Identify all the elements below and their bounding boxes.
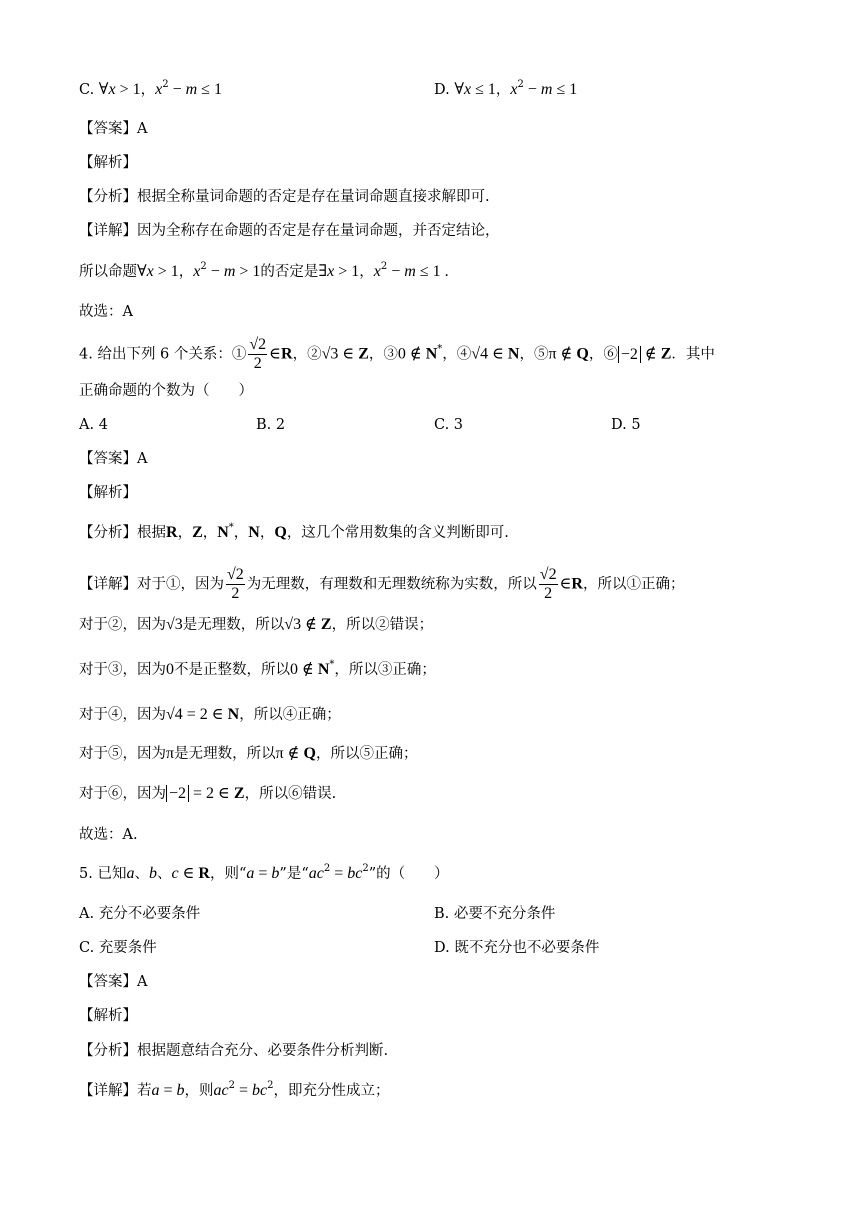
- q3-choice: 故选：A: [79, 304, 133, 320]
- q4-option-c: C. 3: [434, 417, 464, 433]
- q5-answer: 【答案】A: [79, 974, 148, 990]
- q3-conclusion: 所以命题∀x > 1，$x^2 - m > 1$的否定是∃x > 1，$x^2 - m \le 1$ .: [79, 261, 449, 280]
- q4-detail-1: 【详解】对于①，因为 $\frac{√2}{2}$ 为无理数，有理数和无理数统称为实数，所以 $\frac{√2}{2}$ ∈R，所以①正确；: [79, 566, 685, 602]
- q4-stem-line2: 正确命题的个数为（ ）: [79, 383, 253, 399]
- q4-detail-6: 对于⑥，因为 −2 = 2 ∈ Z，所以⑥错误.: [79, 785, 337, 802]
- q5-option-d: D. 既不充分也不必要条件: [434, 940, 600, 956]
- q3-analysis-header: 【解析】: [79, 155, 137, 171]
- q5-xiangjie: 【详解】若a = b，则$ac^2 = bc^2$，即充分性成立；: [79, 1080, 390, 1099]
- q3-answer: 【答案】A: [79, 121, 148, 137]
- q4-detail-5: 对于⑤，因为π是无理数，所以π ∉ Q，所以⑤正确；: [79, 745, 418, 762]
- q3-option-d: D. ∀x ≤ 1，$x^2 - m \le 1$: [434, 79, 578, 98]
- q3-xiangjie: 【详解】因为全称存在命题的否定是存在量词命题，并否定结论，: [79, 223, 500, 239]
- q4-stem: 4. 给出下列 6 个关系：① $\frac{√2}{2}$ ∈R，②√3 ∈ Z，③0 ∉ N*，④√4 ∈ N，⑤π ∉ Q，⑥ −2 ∉ Z．其中: [79, 336, 715, 372]
- q5-fenxi: 【分析】根据题意结合充分、必要条件分析判断.: [79, 1043, 389, 1059]
- q3-option-c: C. ∀x > 1，$x^2 - m \le 1$: [79, 79, 222, 98]
- q4-fenxi: 【分析】根据R，Z，N*，N，Q，这几个常用数集的含义判断即可.: [79, 522, 509, 541]
- q5-option-c: C. 充要条件: [79, 940, 157, 956]
- q4-choice: 故选：A.: [79, 827, 138, 843]
- q4-answer: 【答案】A: [79, 451, 148, 467]
- q5-option-a: A. 充分不必要条件: [79, 906, 201, 922]
- q4-analysis-header: 【解析】: [79, 485, 137, 501]
- q4-option-d: D. 5: [611, 417, 641, 433]
- q4-detail-3: 对于③，因为0不是正整数，所以0 ∉ N*，所以③正确；: [79, 659, 436, 678]
- q4-option-a: A. 4: [79, 417, 108, 433]
- q5-stem: 5. 已知a、b、c ∈ R，则“a = b”是“$ac^2 = bc^2$”的（ ）: [79, 863, 449, 882]
- q5-option-b: B. 必要不充分条件: [434, 906, 556, 922]
- q5-analysis-header: 【解析】: [79, 1008, 137, 1024]
- q4-option-b: B. 2: [256, 417, 286, 433]
- q3-fenxi: 【分析】根据全称量词命题的否定是存在量词命题直接求解即可.: [79, 189, 490, 205]
- q4-detail-2: 对于②，因为√3是无理数，所以√3 ∉ Z，所以②错误；: [79, 616, 434, 633]
- q4-detail-4: 对于④，因为√4 = 2 ∈ N，所以④正确；: [79, 706, 341, 723]
